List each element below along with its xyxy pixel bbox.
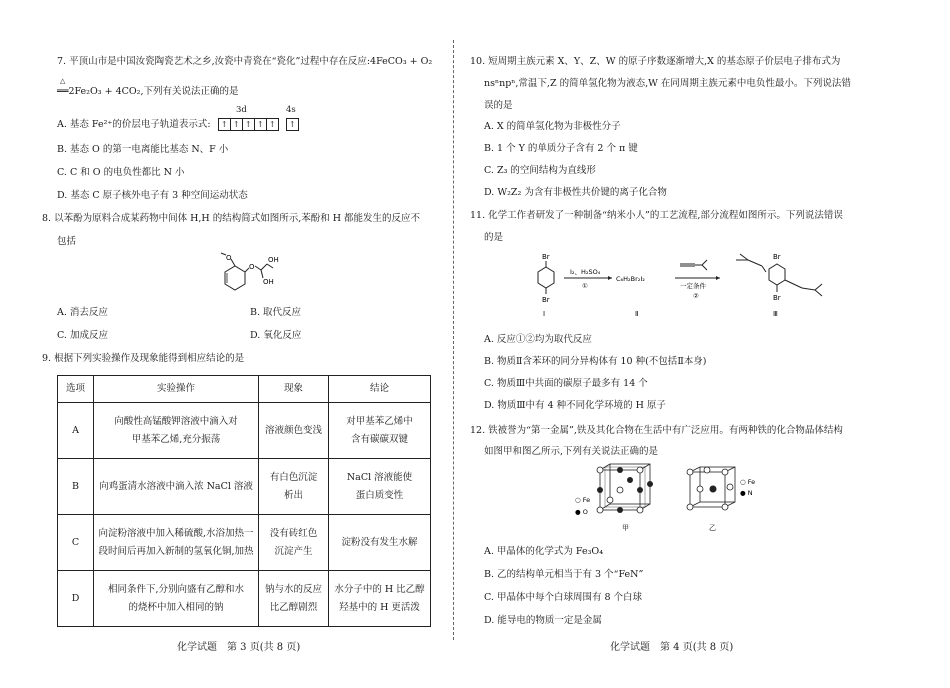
q7-delta-symbol: △	[60, 77, 66, 85]
q8-option-d[interactable]: D. 氧化反应	[250, 330, 302, 341]
cell-line: NaCl 溶液能使	[346, 471, 413, 483]
table-row[interactable]	[58, 403, 431, 459]
q10-stem-line2: nsⁿnpⁿ,常温下,Z 的简单氢化物为液态,W 在同周期主族元素中电负性最小。下列说法错	[484, 78, 851, 89]
q12-option-d[interactable]: D. 能导电的物质一定是金属	[484, 615, 602, 626]
reagent-1: I₂、H₂SO₄	[570, 268, 601, 276]
q12-option-c[interactable]: C. 甲晶体中每个白球周围有 8 个白球	[484, 592, 643, 603]
compound1-br-bottom: Br	[542, 296, 550, 304]
cell-line: 没有砖红色	[269, 527, 318, 539]
q10-option-c[interactable]: C. Z₃ 的空间结构为直线形	[484, 165, 596, 176]
cell-line: 甲基苯乙烯,充分振荡	[131, 433, 221, 445]
q7-stem-line2: ══2Fe₂O₃ + 4CO₂,下列有关说法正确的是	[57, 86, 239, 97]
q11-option-d[interactable]: D. 物质Ⅲ中有 4 种不同化学环境的 H 原子	[484, 400, 666, 411]
orbital-diagram-3d	[218, 118, 279, 131]
cell-line: 沉淀产生	[274, 545, 313, 557]
cell-line: 段时间后再加入新制的氢氧化铜,加热	[98, 545, 254, 557]
q12-stem-line1: 12. 铁被誉为“第一金属”,铁及其化合物在生活中有广泛应用。有两种铁的化合物晶体结构	[470, 425, 843, 436]
legend-yi-fe: ○ Fe	[740, 478, 756, 486]
q7-option-b[interactable]: B. 基态 O 的第一电离能比基态 N、F 小	[57, 144, 229, 155]
q11-stem-line1: 11. 化学工作者研发了一种制备“纳米小人”的工艺流程,部分流程如图所示。下列说法错误	[470, 210, 843, 221]
orbital-arrow: ↑	[268, 120, 276, 129]
row-operation	[94, 515, 259, 571]
cell-line: 水分子中的 H 比乙醇	[334, 583, 425, 595]
structure-h	[205, 252, 285, 297]
row-phenomenon	[259, 403, 329, 459]
q11-option-b[interactable]: B. 物质Ⅱ含苯环的同分异构体有 10 种(不包括Ⅱ本身)	[484, 356, 707, 367]
cell-line: 对甲基苯乙烯中	[346, 415, 413, 427]
step-2-label: ②	[693, 292, 699, 300]
column-divider	[453, 40, 454, 640]
legend-yi-n: ● N	[740, 489, 753, 497]
row-option: A	[58, 403, 94, 459]
orbital-label-3d: 3d	[236, 105, 247, 115]
cell-line: 的烧杯中加入相同的钠	[128, 601, 224, 613]
compound-label-3: Ⅲ	[773, 310, 778, 318]
row-operation	[94, 571, 259, 627]
cell-line: 向鸡蛋清水溶液中滴入浓 NaCl 溶液	[99, 480, 253, 492]
q9-stem: 9. 根据下列实验操作及现象能得到相应结论的是	[42, 353, 245, 364]
cell-line: 羟基中的 H 更活泼	[339, 601, 420, 613]
cell-line: 比乙醇剧烈	[269, 601, 318, 613]
compound1-br-top: Br	[542, 253, 550, 261]
row-phenomenon	[259, 571, 329, 627]
row-conclusion	[329, 515, 431, 571]
cell-line: 含有碳碳双键	[350, 433, 408, 445]
q8-option-a[interactable]: A. 消去反应	[57, 307, 108, 318]
page-footer-right: 化学试题 第 4 页(共 8 页)	[610, 642, 734, 653]
row-conclusion	[329, 459, 431, 515]
q8-stem-line2: 包括	[57, 236, 77, 247]
q7-option-d[interactable]: D. 基态 C 原子核外电子有 3 种空间运动状态	[57, 190, 248, 201]
page-footer-left: 化学试题 第 3 页(共 8 页)	[177, 642, 301, 653]
q10-option-b[interactable]: B. 1 个 Y 的单质分子含有 2 个 π 键	[484, 143, 638, 154]
orbital-diagram-4s	[286, 118, 299, 131]
label-jia: 甲	[622, 524, 629, 532]
row-phenomenon	[259, 459, 329, 515]
table-row[interactable]	[58, 571, 431, 627]
orbital-arrow: ↑	[219, 119, 231, 130]
orbital-arrow: ↑	[243, 119, 255, 130]
orbital-arrow: ↑	[231, 119, 243, 130]
compound-label-2: Ⅱ	[635, 310, 639, 318]
header-phenomenon: 现象	[259, 376, 329, 403]
cell-line: 向酸性高锰酸钾溶液中滴入对	[114, 415, 238, 427]
right-page	[470, 0, 950, 688]
row-operation	[94, 403, 259, 459]
q12-option-b[interactable]: B. 乙的结构单元相当于有 3 个“FeN”	[484, 569, 644, 580]
q8-stem-line1: 8. 以苯酚为原料合成某药物中间体 H,H 的结构简式如图所示,苯酚和 H 都能发生的反应不	[42, 213, 421, 224]
table-row[interactable]	[58, 459, 431, 515]
cell-line: 钠与水的反应	[264, 583, 322, 595]
compound3-br-bottom: Br	[773, 294, 781, 302]
legend-jia-o: ● O	[575, 508, 588, 516]
cell-line: 溶液颜色变浅	[264, 424, 322, 436]
experiment-table	[57, 375, 431, 627]
q12-stem-line2: 如图甲和图乙所示,下列有关说法正确的是	[484, 446, 659, 457]
crystal-structure-yi	[685, 462, 785, 542]
header-option: 选项	[58, 376, 94, 403]
q10-option-a[interactable]: A. X 的简单氢化物为非极性分子	[484, 121, 621, 132]
q10-stem-line1: 10. 短周期主族元素 X、Y、Z、W 的原子序数逐渐增大,X 的基态原子价层电子排布式为	[470, 56, 841, 67]
q7-option-a[interactable]	[57, 118, 299, 131]
cell-line: 向淀粉溶液中加入稀硫酸,水浴加热一	[98, 527, 254, 539]
q11-option-c[interactable]: C. 物质Ⅲ中共面的碳原子最多有 14 个	[484, 378, 648, 389]
structure-o-methoxy: O	[226, 254, 232, 262]
q7-stem-line1: 7. 平顶山市是中国汝瓷陶瓷艺术之乡,汝瓷中青瓷在“瓷化”过程中存在反应:4FeCO₃ + O₂	[57, 56, 433, 67]
row-option: D	[58, 571, 94, 627]
row-operation	[94, 459, 259, 515]
q8-option-c[interactable]: C. 加成反应	[57, 330, 108, 341]
compound3-br-top: Br	[773, 253, 781, 261]
cell-line: 淀粉没有发生水解	[341, 536, 418, 548]
header-operation: 实验操作	[94, 376, 259, 403]
q8-option-b[interactable]: B. 取代反应	[250, 307, 302, 318]
cell-line: 蛋白质变性	[355, 489, 404, 501]
step-1-label: ①	[582, 282, 588, 290]
compound-label-1: Ⅰ	[543, 310, 546, 318]
q10-option-d[interactable]: D. W₂Z₂ 为含有非极性共价键的离子化合物	[484, 187, 667, 198]
orbital-label-4s: 4s	[286, 105, 296, 115]
row-option: C	[58, 515, 94, 571]
row-option: B	[58, 459, 94, 515]
q7-option-a-text: A. 基态 Fe²⁺的价层电子轨道表示式:	[57, 119, 211, 130]
label-yi: 乙	[709, 524, 716, 532]
structure-oh-1: OH	[268, 256, 279, 264]
orbital-arrow: ↑	[255, 119, 267, 130]
structure-oh-2: OH	[263, 278, 274, 286]
row-conclusion	[329, 571, 431, 627]
q7-option-c[interactable]: C. C 和 O 的电负性都比 N 小	[57, 167, 185, 178]
q11-option-a[interactable]: A. 反应①②均为取代反应	[484, 334, 592, 345]
compound-2-formula: C₆H₂Br₂I₂	[616, 275, 645, 283]
condition-2: 一定条件	[680, 282, 706, 290]
row-conclusion	[329, 403, 431, 459]
q11-stem-line2: 的是	[484, 232, 504, 243]
row-phenomenon	[259, 515, 329, 571]
cell-line: 相同条件下,分别向盛有乙醇和水	[107, 583, 245, 595]
legend-jia-fe: ○ Fe	[575, 496, 591, 504]
q10-stem-line3: 误的是	[484, 100, 513, 111]
q12-option-a[interactable]: A. 甲晶体的化学式为 Fe₃O₄	[484, 546, 604, 557]
table-header-row	[58, 376, 431, 403]
reaction-scheme	[530, 250, 860, 325]
structure-o-ether: O	[249, 263, 255, 271]
cell-line: 有白色沉淀	[269, 471, 318, 483]
orbital-arrow: ↑	[288, 120, 296, 129]
left-page	[0, 0, 450, 688]
table-row[interactable]	[58, 515, 431, 571]
header-conclusion: 结论	[329, 376, 431, 403]
cell-line: 析出	[283, 489, 303, 501]
